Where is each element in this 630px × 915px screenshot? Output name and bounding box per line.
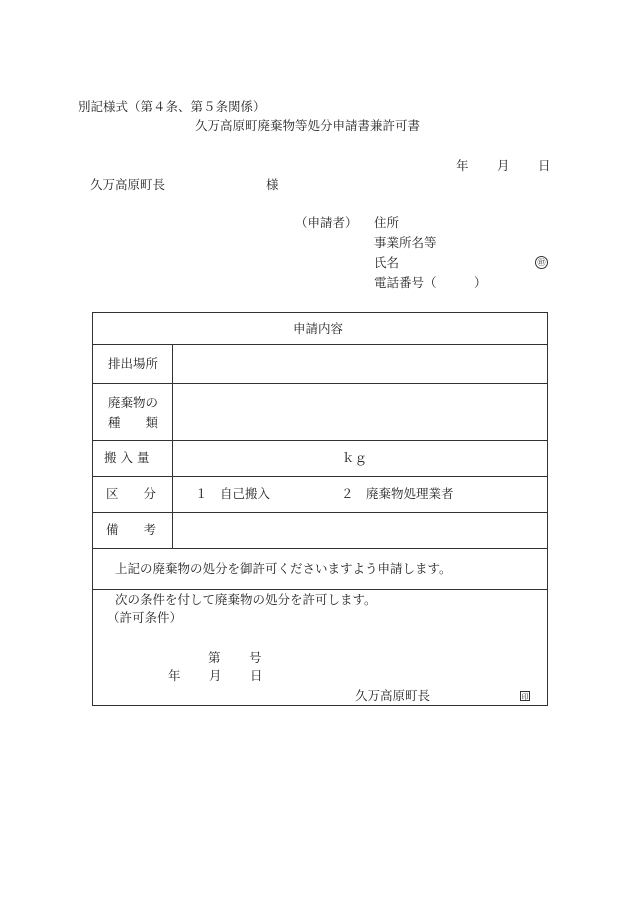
applicant-phone-label: 電話番号（ ） bbox=[374, 275, 487, 290]
row-divider bbox=[93, 344, 547, 345]
row-divider bbox=[93, 589, 547, 590]
permit-conditions-label: （許可条件） bbox=[107, 610, 183, 625]
location-field[interactable] bbox=[175, 347, 545, 381]
permit-date-day: 日 bbox=[250, 668, 263, 683]
date-year-label: 年 bbox=[456, 158, 469, 173]
amount-unit: ｋｇ bbox=[342, 450, 368, 465]
category-option-contractor[interactable]: ２ 廃棄物処理業者 bbox=[341, 486, 454, 501]
row-divider bbox=[93, 548, 547, 549]
category-option-self[interactable]: １ 自己搬入 bbox=[195, 486, 271, 501]
remarks-field[interactable] bbox=[175, 515, 545, 546]
permit-date-month: 月 bbox=[209, 668, 222, 683]
applicant-label: （申請者） bbox=[295, 215, 358, 230]
waste-type-label-line2: 種 類 bbox=[108, 415, 159, 430]
amount-label: 搬 入 量 bbox=[104, 450, 150, 465]
row-divider bbox=[93, 440, 547, 441]
applicant-office-label: 事業所名等 bbox=[374, 235, 437, 250]
category-label: 区 分 bbox=[106, 486, 157, 501]
label-column-divider bbox=[172, 344, 173, 548]
permit-number-dai: 第 bbox=[208, 650, 221, 665]
date-month-label: 月 bbox=[497, 158, 510, 173]
waste-type-label-line1: 廃棄物の bbox=[108, 395, 159, 410]
permit-date-year: 年 bbox=[168, 668, 181, 683]
location-label: 排出場所 bbox=[108, 356, 159, 371]
application-table bbox=[92, 312, 548, 706]
permit-statement: 次の条件を付して廃棄物の処分を許可します。 bbox=[115, 592, 377, 607]
remarks-label: 備 考 bbox=[106, 522, 157, 537]
application-statement: 上記の廃棄物の処分を御許可くださいますよう申請します。 bbox=[115, 561, 452, 576]
document-title: 久万高原町廃棄物等処分申請書兼許可書 bbox=[195, 118, 421, 133]
waste-type-field[interactable] bbox=[175, 386, 545, 438]
permit-number-go: 号 bbox=[249, 650, 262, 665]
permit-seal-mark: 印 bbox=[521, 693, 529, 701]
applicant-address-label: 住所 bbox=[374, 215, 400, 230]
addressee-name: 久万高原町長 bbox=[90, 177, 166, 192]
form-reference: 別記様式（第４条、第５条関係） bbox=[78, 99, 266, 114]
applicant-name-label: 氏名 bbox=[374, 255, 400, 270]
addressee-honorific: 様 bbox=[266, 177, 279, 192]
permit-issuer: 久万高原町長 bbox=[355, 688, 431, 703]
applicant-seal-mark: ㊞ bbox=[535, 256, 548, 269]
row-divider bbox=[93, 476, 547, 477]
table-header: 申請内容 bbox=[293, 321, 344, 336]
row-divider bbox=[93, 383, 547, 384]
row-divider bbox=[93, 512, 547, 513]
date-day-label: 日 bbox=[538, 158, 551, 173]
